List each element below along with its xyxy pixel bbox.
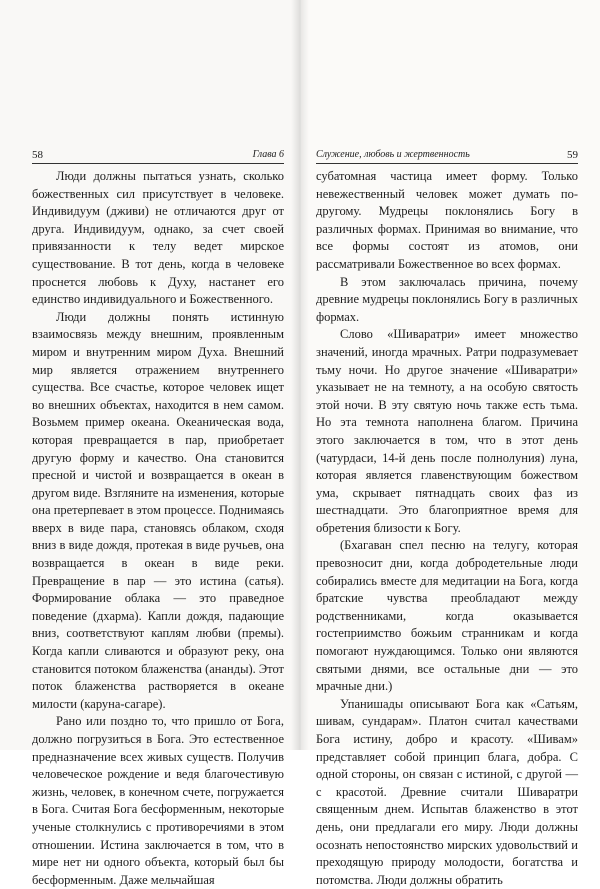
paragraph: В этом заключалась причина, почему древние мудрецы поклонялись Богу в различных формах. (316, 274, 578, 324)
paragraph: Упанишады описывают Бога как «Сатьям, шивам, сундарам». Платон считал качествами Бога истину, добро и красоту. «Шивам» представляет собой принцип блага, добра. С одной стороны, он связан с истиной, с другой — с красотой. Древние считали Шиваратри священным днем. Испытав блаженство в этот день, они предлагали его миру. Люди должны осознать непостоянство мирских удовольствий и преходящую природу молодости, богатства и потомства. Люди должны обратить (316, 696, 578, 887)
header-rule-left (32, 163, 284, 164)
right-page (300, 0, 600, 887)
running-head-left (32, 148, 284, 162)
right-body-text (316, 168, 578, 889)
left-body-text (32, 168, 284, 889)
left-page (0, 0, 300, 887)
paragraph: Люди должны понять истинную взаимосвязь между внешним, проявленным миром и внутренним миром Духа. Внешний мир является отражением внутреннего существа. Все счастье, которое человек ищет во внешних объектах, находится в нем самом. Возьмем пример океана. Океаническая вода, которая превращается в пар, приобретает другую форму и качество. Она становится пресной и чистой и возвращается в океан в другом виде. Взгляните на изменения, которые она претерпевает в этом процессе. Поднимаясь вверх в виде пара, становясь облаком, сходя вниз в виде дождя, протекая в виде ручьев, она возвращается в океан в виде реки. Превращение в пар — это истина (сатья). Формирование облака — это праведное поведение (дхарма). Капли дождя, падающие вниз, соответствуют каплям любви (премы). Когда капли сливаются и образуют реку, она становится потоком блаженства (ананды). Этот поток блаженства растворяется в океане милости (каруна-сагаре). (32, 309, 284, 711)
paragraph: Рано или поздно то, что пришло от Бога, должно погрузиться в Бога. Это естественное предназначение всех живых существ. Получив человеческое рождение и ведя благочестивую жизнь, человек, в конечном счете, погружается в Бога. Считая Бога бесформенным, некоторые ученые столкнулись с противоречиями в этом отношении. Истина заключается в том, что в мире нет ни одного объекта, который был бы бесформенным. Даже мельчайшая (32, 714, 284, 887)
running-head-right (316, 148, 578, 162)
paragraph: субатомная частица имеет форму. Только невежественный человек может думать по-другому. Мудрецы поклонялись Богу в различных формах. Принимая во внимание, что все формы состоят из атомов, они рассматривали Божественное во всех формах. (316, 169, 578, 271)
header-rule-right (316, 163, 578, 164)
page-number-right: 59 (567, 149, 578, 161)
chapter-title: Глава 6 (252, 149, 284, 160)
book-gutter (291, 0, 309, 750)
running-title: Служение, любовь и жертвенность (316, 149, 470, 160)
page-number-left: 58 (32, 149, 43, 161)
paragraph: Слово «Шиваратри» имеет множество значений, иногда мрачных. Ратри подразумевает тьму ночи. Но другое значение «Шиваратри» указывает не на темноту, а на особую святость этой ночи. В эту святую ночь также есть тьма. Но эта темнота наполнена благом. Причина этого заключается в том, что в этот день (чатурдаси, 14-й день после полнолуния) луна, которая является главенствующим божеством ума, скрывает пятнадцать своих фаз из шестнадцати. Это благоприятное время для обретения близости к Богу. (316, 327, 578, 535)
paragraph: Люди должны пытаться узнать, сколько божественных сил присутствует в человеке. Индивидуум (дживи) не отличаются друг от друга. Индивидуум, однако, за счет своей привязанности к телу ведет мирское существование. В тот день, когда в человеке проснется любовь к Духу, настанет его единство индивидуального и Божественного. (32, 169, 284, 307)
paragraph: (Бхагаван спел песню на телугу, которая превозносит дни, когда добродетельные люди собирались вместе для медитации на Бога, когда братские чувства преобладают между родственниками, когда оказывается гостеприимство божьим странникам и когда помогают нуждающимся. Только они являются святыми днями, все остальные дни — это мрачные дни.) (316, 538, 578, 694)
